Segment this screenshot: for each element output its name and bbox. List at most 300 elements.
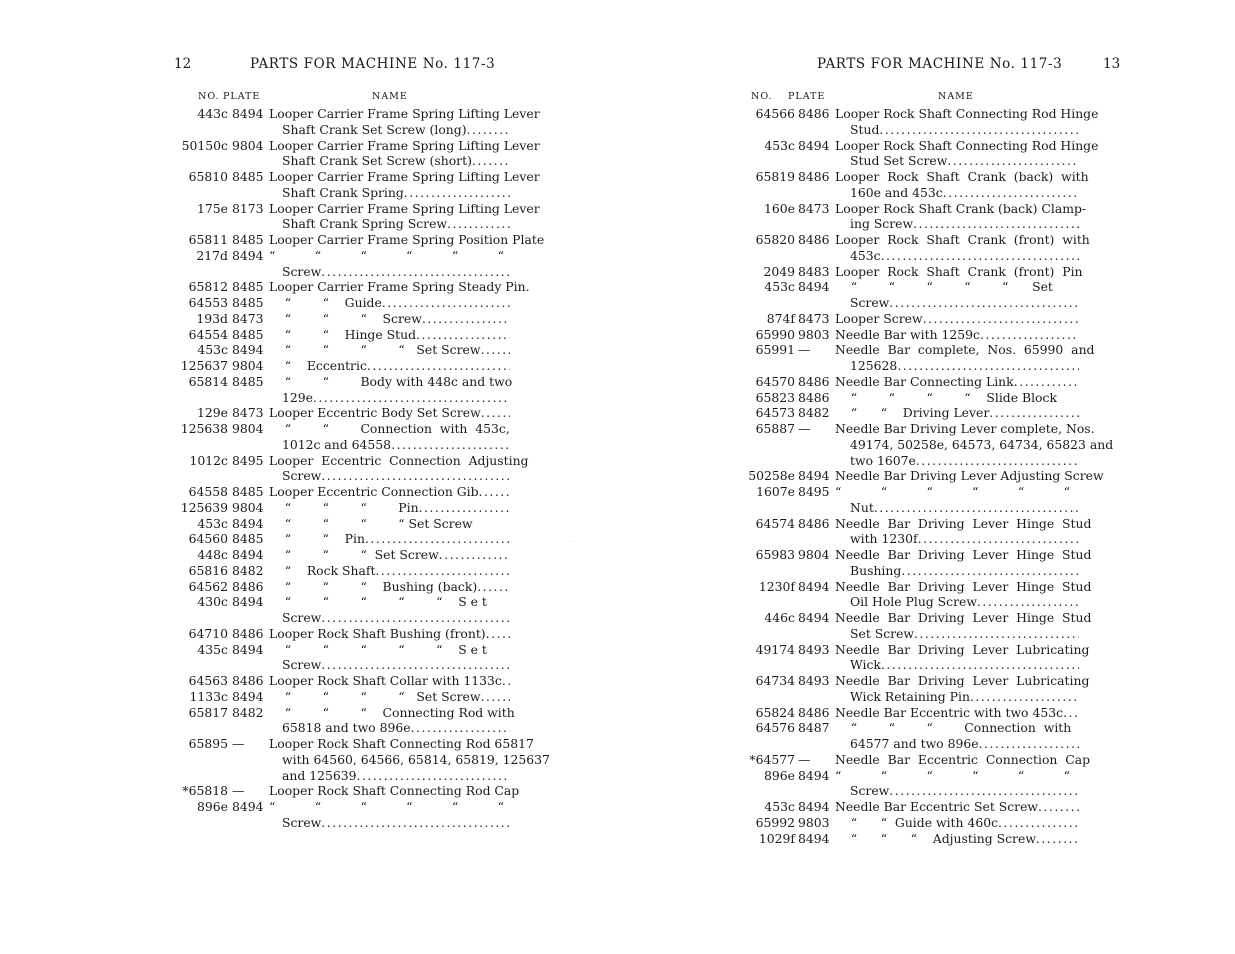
dot-leader [313, 390, 510, 406]
plate-number: 8485 [232, 232, 264, 247]
part-name [282, 390, 510, 406]
part-name [850, 736, 1079, 752]
plate-number: 8494 [798, 799, 830, 814]
part-number [725, 437, 795, 453]
dot-leader [901, 563, 1079, 579]
part-number: 217d [196, 247, 228, 263]
part-number: 453c [764, 799, 795, 814]
dot-leader [998, 815, 1079, 831]
part-name-text: “ Rock Shaft [269, 562, 376, 578]
plate-number: 8494 [232, 547, 264, 562]
part-name [850, 185, 1079, 201]
part-name [835, 799, 1079, 815]
part-name [850, 248, 1079, 264]
part-name: Looper Rock Shaft Crank (front) Pin [835, 263, 1083, 279]
part-number: 448c [197, 547, 228, 562]
part-name [282, 153, 510, 169]
part-name: Looper Rock Shaft Connecting Rod Hinge [835, 106, 1099, 121]
plate-number [798, 500, 832, 516]
part-name [269, 673, 510, 689]
part-number: 64554 [188, 326, 228, 342]
plate-number [232, 657, 266, 673]
part-name [850, 594, 1079, 610]
part-number: 1029f [758, 830, 795, 846]
part-name [282, 720, 510, 736]
plate-number: 8482 [798, 405, 830, 421]
part-name-text: 1012c and 64558 [282, 436, 392, 452]
plate-number [798, 185, 832, 201]
part-number [158, 720, 228, 736]
part-name [282, 815, 510, 831]
dot-leader [404, 185, 510, 201]
part-name [269, 327, 510, 343]
part-name [269, 626, 510, 642]
plate-number: — [232, 736, 245, 751]
plate-number: 8473 [798, 310, 830, 326]
part-name [269, 531, 510, 547]
part-name-text: “ “ “ Set Screw [269, 547, 439, 562]
plate-number: 9803 [798, 814, 830, 830]
dot-leader [472, 153, 510, 169]
plate-number: 8495 [232, 452, 264, 468]
part-name-text: Needle Bar Eccentric Set Screw [835, 799, 1039, 814]
part-name [850, 295, 1079, 311]
plate-number: 8494 [798, 578, 830, 594]
plate-number [798, 295, 832, 311]
part-name [835, 327, 1079, 343]
part-number: 430c [197, 594, 228, 610]
part-name-text: “ “ “ “ Set Screw [269, 342, 481, 358]
dot-leader [416, 327, 510, 343]
plate-number: 8486 [798, 373, 830, 389]
dot-leader [1014, 374, 1079, 390]
part-name: Looper Rock Shaft Crank (back) with [835, 169, 1089, 184]
part-number: *65818 [182, 783, 228, 799]
dot-leader [411, 720, 510, 736]
part-name: Looper Rock Shaft Connecting Rod 65817 [269, 736, 534, 751]
plate-number: 8486 [798, 704, 830, 720]
part-number [725, 500, 795, 516]
part-number: 453c [197, 342, 228, 358]
part-number [725, 531, 795, 547]
part-number: 50258e [748, 468, 795, 484]
part-name-text: Stud Set Screw [850, 153, 948, 169]
part-number: 1012c [189, 452, 228, 468]
part-number: 1230f [758, 578, 795, 594]
plate-number: 8482 [232, 704, 264, 720]
part-name [282, 468, 510, 484]
column-header-name: NAME [372, 91, 408, 102]
plate-number: 8486 [232, 578, 264, 594]
part-number [725, 295, 795, 311]
dot-leader [874, 500, 1079, 516]
part-name: Needle Bar Driving Lever Hinge Stud [835, 547, 1092, 562]
plate-number: 8493 [798, 641, 830, 657]
plate-number [798, 783, 832, 799]
part-number [725, 626, 795, 642]
part-number [725, 358, 795, 374]
part-number: 65819 [755, 169, 795, 184]
dot-leader [889, 783, 1079, 799]
part-number: 64560 [188, 531, 228, 547]
column-header-no: NO. [751, 91, 773, 102]
gutter-mark [573, 541, 574, 542]
part-name: “ “ “ Connection with [835, 720, 1072, 736]
plate-number [232, 468, 266, 484]
part-name-text: and 125639 [282, 767, 357, 783]
dot-leader [382, 295, 510, 311]
part-name: “ “ “ “ Slide Block [835, 389, 1057, 405]
part-name [850, 500, 1079, 516]
part-number: 64570 [755, 373, 795, 389]
plate-number [232, 610, 266, 626]
part-number: 65991 [755, 342, 795, 358]
part-name: Looper Carrier Frame Spring Steady Pin. [269, 279, 530, 295]
plate-number: 8482 [232, 562, 264, 578]
part-number: 65811 [188, 232, 228, 247]
column-header-name: NAME [938, 91, 974, 102]
part-name [835, 374, 1079, 390]
part-name-text: Looper Eccentric Connection Gib [269, 484, 479, 499]
dot-leader [947, 153, 1079, 169]
plate-number [798, 657, 832, 673]
part-number [158, 815, 228, 831]
part-number: 64562 [188, 578, 228, 594]
dot-leader [889, 295, 1079, 311]
plate-number [798, 216, 832, 232]
dot-leader [481, 405, 510, 421]
plate-number [798, 153, 832, 169]
plate-number: 8483 [798, 263, 830, 279]
plate-number: 8486 [232, 673, 264, 688]
part-name: Needle Bar Driving Lever Hinge Stud [835, 578, 1092, 594]
dot-leader [480, 342, 510, 358]
plate-number [798, 453, 832, 469]
dot-leader [881, 248, 1079, 264]
dot-leader [1063, 705, 1079, 721]
column-header-plate: PLATE [223, 91, 261, 102]
plate-number: 8486 [232, 625, 264, 641]
plate-number: 8473 [232, 405, 264, 421]
plate-number [232, 264, 266, 280]
part-number: 64734 [755, 673, 795, 688]
part-number: 453c [764, 279, 795, 295]
part-name: “ “ “ Connecting Rod with [269, 704, 515, 720]
part-name: “ “ “ “ “ “ [269, 247, 504, 263]
plate-number: 8494 [798, 279, 830, 295]
part-name [835, 405, 1079, 421]
part-number [725, 594, 795, 610]
plate-number: 9804 [232, 499, 264, 515]
part-number [158, 657, 228, 673]
dot-leader [486, 626, 510, 642]
part-name [282, 610, 510, 626]
part-name [850, 153, 1079, 169]
plate-number: 8495 [798, 484, 830, 499]
part-name [269, 311, 510, 327]
part-number: 129e [197, 405, 228, 421]
plate-number: 8494 [232, 594, 264, 610]
part-name: “ “ “ “ Set Screw [269, 515, 473, 531]
part-name [282, 768, 510, 784]
plate-number: — [232, 783, 245, 799]
plate-number [798, 563, 832, 579]
part-name-text: “ “ Pin [269, 531, 365, 547]
part-name: Looper Rock Shaft Connecting Rod Hinge [835, 137, 1099, 153]
part-name-text: Wick Retaining Pin [850, 688, 970, 704]
part-name: Needle Bar Driving Lever Lubricating [835, 641, 1090, 657]
plate-number: 8486 [798, 232, 830, 247]
plate-number [232, 768, 266, 784]
part-number: 896e [197, 799, 228, 814]
part-name-text: “ “ Guide [269, 295, 382, 310]
dot-leader [879, 122, 1079, 138]
page-number: 12 [174, 56, 192, 72]
part-name-text: “ “ “ Pin [269, 499, 419, 515]
part-number: 125639 [180, 499, 228, 515]
part-number: 193d [196, 310, 228, 326]
part-number: 65816 [188, 562, 228, 578]
part-name [850, 563, 1079, 579]
dot-leader [918, 531, 1079, 547]
part-name [850, 783, 1079, 799]
plate-number: 8485 [232, 169, 264, 184]
part-name: Looper Rock Shaft Connecting Rod Cap [269, 783, 520, 799]
part-name-text: Stud [850, 121, 880, 137]
part-name [850, 453, 1079, 469]
plate-number: 8485 [232, 531, 264, 547]
part-number: 1133c [189, 688, 228, 704]
part-number: 453c [197, 515, 228, 531]
part-name-text: Set Screw [850, 625, 915, 641]
plate-number [798, 437, 832, 453]
part-number: 65810 [188, 169, 228, 184]
part-name [835, 815, 1079, 831]
part-name [282, 657, 510, 673]
part-name-text: Needle Bar Eccentric with two 453c [835, 704, 1064, 720]
part-name-text: Shaft Crank Spring [282, 184, 404, 200]
part-name-text: Nut [850, 499, 874, 515]
part-name [282, 216, 510, 232]
part-name [850, 657, 1079, 673]
part-name-text: 125628 [850, 358, 898, 373]
dot-leader [467, 122, 510, 138]
plate-number [798, 736, 832, 752]
part-name-text: Needle Bar with 1259c [835, 326, 980, 342]
part-name: Looper Carrier Frame Spring Lifting Lever [269, 106, 540, 121]
page-number: 13 [1103, 56, 1121, 72]
part-number: 1607e [756, 484, 795, 499]
part-number: 446c [764, 610, 795, 625]
dot-leader [321, 657, 510, 673]
part-name-text: “ “ “ Screw [269, 310, 422, 326]
part-name [835, 311, 1079, 327]
plate-number: 8494 [232, 515, 264, 531]
part-number: 64566 [755, 106, 795, 121]
plate-number [232, 216, 266, 232]
dot-leader [480, 689, 510, 705]
plate-number: 8494 [232, 799, 264, 814]
part-name-text: Screw [282, 814, 322, 830]
plate-number: 8485 [232, 373, 264, 389]
plate-number [798, 358, 832, 374]
part-number [725, 122, 795, 138]
part-name: Looper Carrier Frame Spring Lifting Lever [269, 137, 540, 153]
part-name-text: Wick [850, 657, 881, 673]
part-number [158, 122, 228, 138]
part-name-text: Screw [282, 468, 322, 484]
part-name: Looper Carrier Frame Spring Lifting Lever [269, 200, 540, 216]
dot-leader [916, 453, 1079, 469]
plate-number: 8494 [798, 610, 830, 625]
dot-leader [357, 768, 510, 784]
part-number: 65820 [755, 232, 795, 247]
dot-leader [923, 311, 1079, 327]
plate-number: 8494 [798, 767, 830, 783]
plate-number: 8485 [232, 295, 264, 310]
part-name [850, 358, 1079, 374]
part-name-text: Shaft Crank Set Screw (short) [282, 153, 472, 169]
plate-number: 8494 [798, 830, 830, 846]
dot-leader [321, 610, 510, 626]
plate-number: — [798, 421, 811, 436]
dot-leader [977, 594, 1079, 610]
part-name: Looper Eccentric Connection Adjusting [269, 452, 529, 468]
plate-number: 8473 [798, 200, 830, 216]
part-name: “ “ “ “ “ S e t [269, 641, 487, 657]
part-name: “ “ “ “ “ S e t [269, 594, 487, 610]
part-number [725, 736, 795, 752]
part-name: Looper Rock Shaft Crank (front) with [835, 232, 1090, 247]
part-number [158, 264, 228, 280]
plate-number: 8494 [232, 641, 264, 657]
plate-number [798, 594, 832, 610]
part-name-text: Bushing [850, 562, 902, 578]
part-name-text: Screw [282, 610, 322, 625]
part-number [725, 563, 795, 579]
plate-number: — [798, 342, 811, 358]
part-number: 64710 [188, 625, 228, 641]
dot-leader [321, 815, 510, 831]
part-name [835, 831, 1079, 847]
part-name [269, 358, 510, 374]
plate-number: 8486 [798, 106, 830, 121]
part-name: Needle Bar complete, Nos. 65990 and [835, 342, 1095, 358]
part-name [269, 563, 510, 579]
part-name [850, 531, 1079, 547]
part-number [725, 783, 795, 799]
plate-number: 8485 [232, 326, 264, 342]
part-number: 65812 [188, 279, 228, 295]
part-number [158, 185, 228, 201]
part-number [158, 216, 228, 232]
part-name: 49174, 50258e, 64573, 64734, 65823 and [850, 436, 1114, 452]
part-name: “ “ Body with 448c and two [269, 373, 513, 389]
part-name: “ “ “ “ “ “ [835, 767, 1070, 783]
dot-leader [989, 405, 1079, 421]
part-name-text: “ “ Guide with 460c [835, 814, 999, 830]
plate-number: 8494 [232, 342, 264, 358]
part-name [269, 342, 510, 358]
dot-leader [980, 327, 1079, 343]
plate-number [232, 815, 266, 831]
part-number: 64574 [755, 515, 795, 531]
part-number: 453c [764, 137, 795, 153]
part-name-text: Looper Screw [835, 310, 923, 326]
part-name: Needle Bar Driving Lever Hinge Stud [835, 610, 1092, 625]
dot-leader [447, 216, 510, 232]
part-name: “ “ “ “ “ Set [835, 279, 1053, 295]
part-number: 49174 [755, 641, 795, 657]
plate-number [232, 185, 266, 201]
part-name [282, 185, 510, 201]
part-number: 125638 [180, 421, 228, 436]
part-name [282, 122, 510, 138]
part-number: 64576 [755, 720, 795, 736]
part-name: Looper Carrier Frame Spring Lifting Lever [269, 169, 540, 184]
part-name-text: 65818 and two 896e [282, 720, 411, 736]
part-name: with 64560, 64566, 65814, 65819, 125637 [282, 751, 550, 767]
plate-number: 9804 [232, 421, 264, 436]
part-number: 65887 [755, 421, 795, 436]
part-number [725, 216, 795, 232]
part-number: 125637 [180, 358, 228, 373]
part-number: 65990 [755, 326, 795, 342]
plate-number: 8494 [232, 247, 264, 263]
part-number: 65817 [188, 704, 228, 720]
part-number: 435c [197, 641, 228, 657]
part-number: 175e [197, 200, 228, 216]
part-number [158, 468, 228, 484]
dot-leader [1038, 799, 1079, 815]
part-name: “ “ “ “ “ “ [269, 799, 504, 814]
part-name-text: “ “ “ Bushing (back) [269, 578, 478, 594]
part-name-text: “ “ “ Adjusting Screw [835, 830, 1036, 846]
part-number [158, 153, 228, 169]
plate-number [232, 437, 266, 453]
right-page [617, 0, 1235, 954]
plate-number: 8173 [232, 200, 264, 216]
part-number [158, 752, 228, 768]
part-number [158, 437, 228, 453]
plate-number: 8493 [798, 673, 830, 688]
dot-leader [913, 216, 1079, 232]
column-header-no: NO. [198, 91, 220, 102]
part-number: 65895 [188, 736, 228, 751]
part-name-text: Oil Hole Plug Screw [850, 594, 977, 610]
plate-number: — [798, 751, 811, 767]
part-name [282, 437, 510, 453]
part-name: Looper Carrier Frame Spring Position Plate [269, 232, 545, 247]
column-header-plate: PLATE [788, 91, 826, 102]
dot-leader [321, 264, 510, 280]
part-name-text: Shaft Crank Set Screw (long) [282, 121, 467, 137]
part-name-text: Looper Eccentric Body Set Screw [269, 405, 481, 421]
dot-leader [979, 736, 1079, 752]
left-page [0, 0, 617, 954]
part-name: “ “ “ “ “ “ [835, 484, 1070, 499]
part-number [725, 453, 795, 469]
part-number: 50150c [181, 137, 228, 153]
plate-number: 8494 [798, 468, 830, 484]
dot-leader [391, 437, 510, 453]
part-name [835, 705, 1079, 721]
part-name-text: two 1607e [850, 452, 916, 468]
part-number: 2049 [763, 263, 795, 279]
plate-number [232, 390, 266, 406]
dot-leader [365, 531, 510, 547]
dot-leader [367, 358, 510, 374]
